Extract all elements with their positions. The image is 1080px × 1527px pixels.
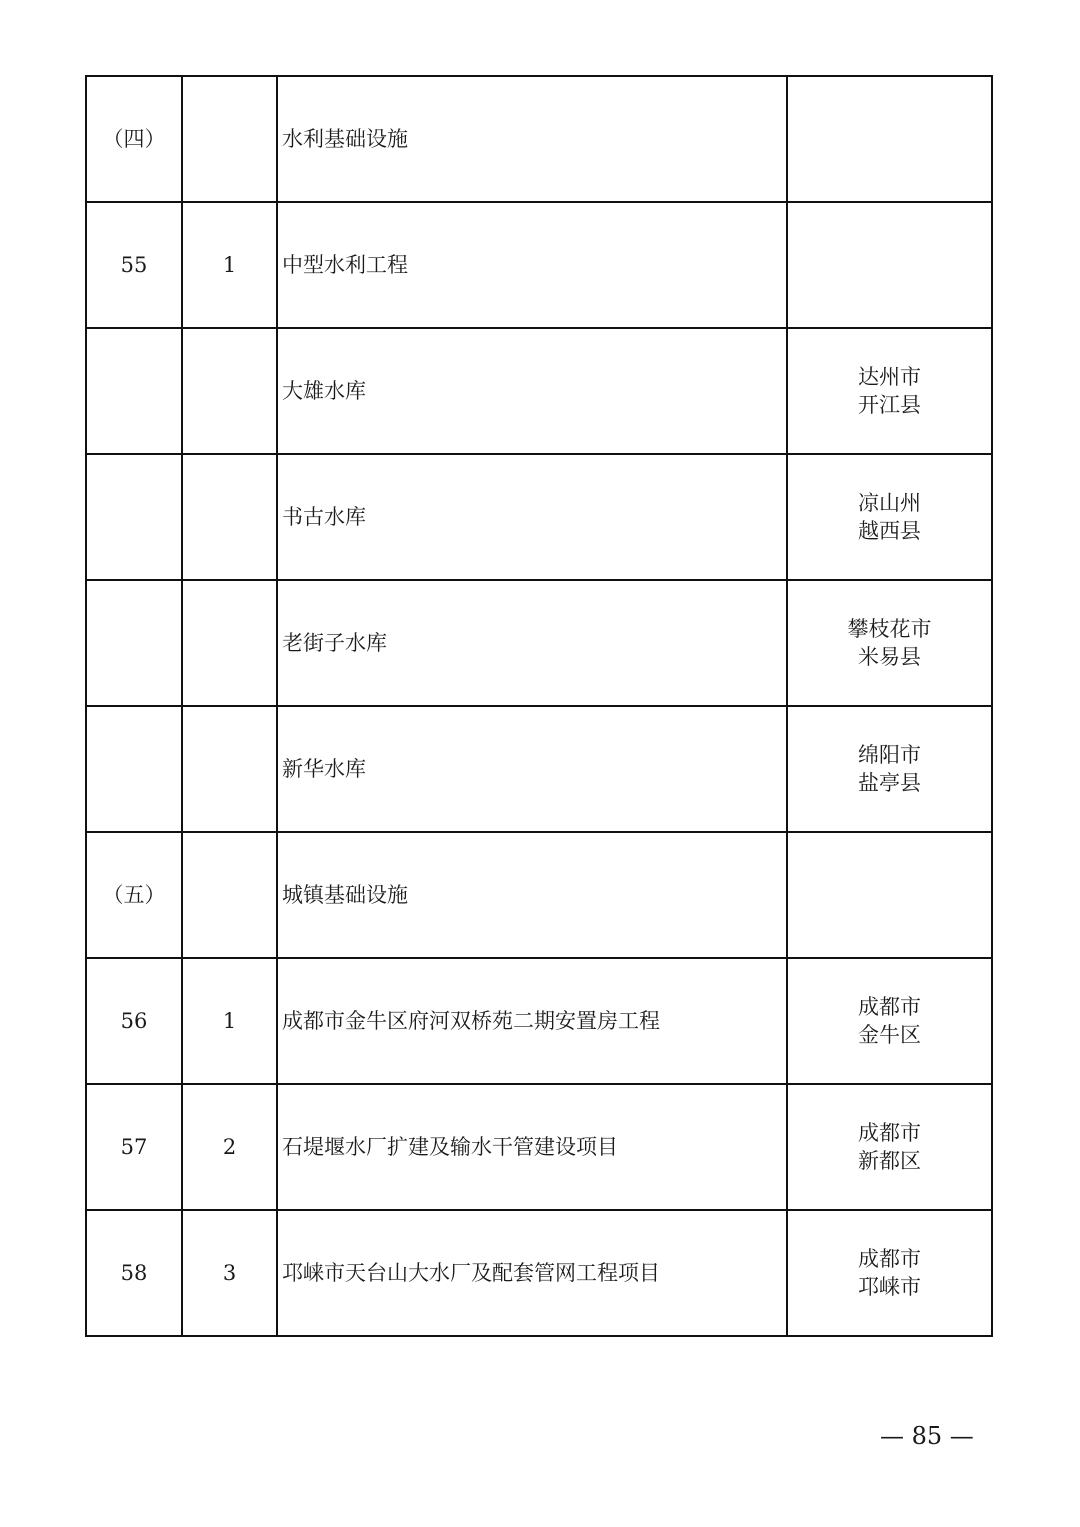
row-sub: 2	[182, 1084, 277, 1210]
row-location	[787, 454, 992, 580]
table-row	[86, 832, 992, 958]
row-sub	[182, 76, 277, 202]
location-city: 成都市	[858, 1247, 921, 1271]
table-row	[86, 1210, 992, 1336]
row-project-name: 石堤堰水厂扩建及输水干管建设项目	[277, 1084, 787, 1210]
row-project-name: 城镇基础设施	[277, 832, 787, 958]
location-city: 达州市	[858, 365, 921, 389]
row-seq: （四）	[86, 76, 182, 202]
row-project-name: 书古水库	[277, 454, 787, 580]
location-county: 开江县	[858, 393, 921, 417]
table-row	[86, 1084, 992, 1210]
table-row	[86, 76, 992, 202]
location-city: 凉山州	[858, 491, 921, 515]
row-sub	[182, 580, 277, 706]
row-project-name: 大雄水库	[277, 328, 787, 454]
row-project-name: 新华水库	[277, 706, 787, 832]
page-number: — 85 —	[880, 1422, 974, 1450]
row-sub	[182, 832, 277, 958]
location-county: 金牛区	[858, 1023, 921, 1047]
row-location	[787, 1210, 992, 1336]
row-seq: 57	[86, 1084, 182, 1210]
row-sub: 1	[182, 202, 277, 328]
row-location	[787, 328, 992, 454]
table-row	[86, 706, 992, 832]
location-city: 攀枝花市	[847, 617, 932, 641]
row-location	[787, 958, 992, 1084]
row-sub: 3	[182, 1210, 277, 1336]
row-seq	[86, 454, 182, 580]
row-project-name: 中型水利工程	[277, 202, 787, 328]
row-sub: 1	[182, 958, 277, 1084]
table-row	[86, 202, 992, 328]
row-project-name: 水利基础设施	[277, 76, 787, 202]
location-city: 成都市	[858, 995, 921, 1019]
row-location	[787, 706, 992, 832]
location-county: 越西县	[858, 519, 921, 543]
row-seq: （五）	[86, 832, 182, 958]
location-county: 邛崃市	[858, 1275, 921, 1299]
project-table	[85, 75, 993, 1337]
table-row	[86, 580, 992, 706]
row-project-name: 老街子水库	[277, 580, 787, 706]
location-city: 成都市	[858, 1121, 921, 1145]
table-row	[86, 454, 992, 580]
table-row	[86, 328, 992, 454]
row-seq	[86, 328, 182, 454]
row-location	[787, 76, 992, 202]
row-location	[787, 202, 992, 328]
row-sub	[182, 706, 277, 832]
row-project-name: 邛崃市天台山大水厂及配套管网工程项目	[277, 1210, 787, 1336]
row-seq	[86, 580, 182, 706]
row-location	[787, 832, 992, 958]
row-location	[787, 1084, 992, 1210]
row-seq: 58	[86, 1210, 182, 1336]
location-county: 盐亭县	[858, 771, 921, 795]
row-seq	[86, 706, 182, 832]
location-county: 米易县	[858, 645, 921, 669]
location-city: 绵阳市	[858, 743, 921, 767]
row-location	[787, 580, 992, 706]
row-sub	[182, 328, 277, 454]
row-seq: 56	[86, 958, 182, 1084]
row-seq: 55	[86, 202, 182, 328]
row-sub	[182, 454, 277, 580]
row-project-name: 成都市金牛区府河双桥苑二期安置房工程	[277, 958, 787, 1084]
table-row	[86, 958, 992, 1084]
location-county: 新都区	[858, 1149, 921, 1173]
